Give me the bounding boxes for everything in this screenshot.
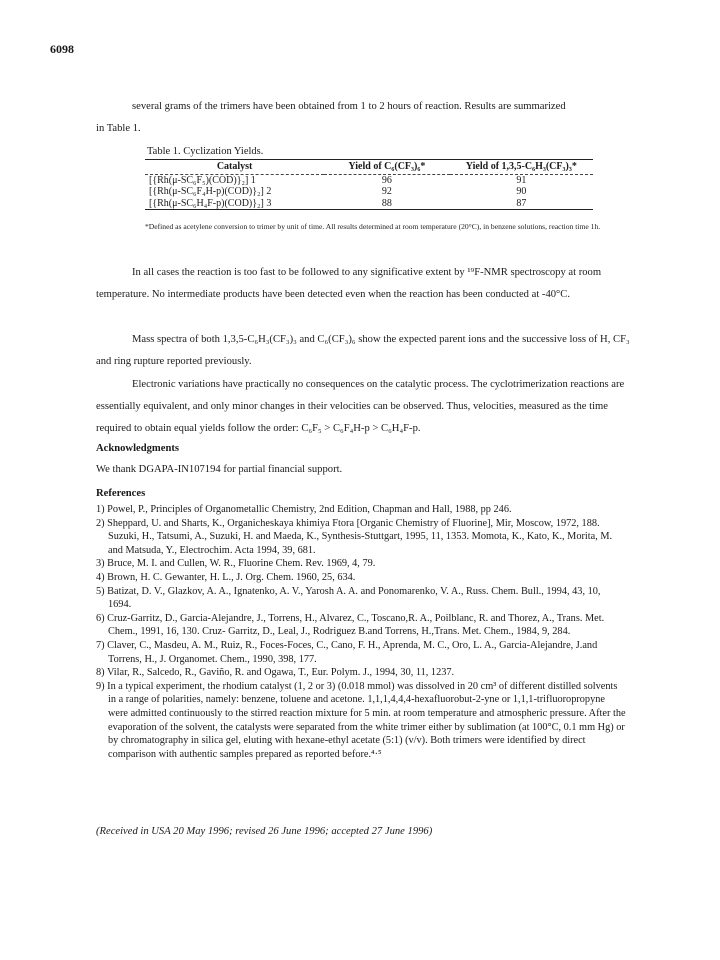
paragraph-nmr: In all cases the reaction is too fast to be followed to any significative extent by ¹⁹F-NMR spectroscopy at room temperature. No intermediate products have been detected even when the reaction has been conducted at -40°C. (96, 267, 602, 300)
header-yield-1: Yield of C₆(CF₃)₆* (348, 161, 426, 172)
table-row (145, 174, 593, 186)
reference-item: 7) Claver, C., Masdeu, A. M., Ruiz, R., Foces-Foces, C., Cano, F. H., Aprenda, M. C., Oro, L. A., Garcia-Alejandre, J.and Torrens, H., J. Organomet. Chem., 1990, 398, 177. (96, 639, 598, 665)
acknowledgments-text: We thank DGAPA-IN107194 for partial financial support. (96, 464, 343, 475)
paragraph-mass-spectra: Mass spectra of both 1,3,5-C₆H₃(CF₃)₃ and C₆(CF₃)₆ show the expected parent ions and the successive loss of H, CF₃ and ring rupture reported previously. (96, 334, 630, 367)
catalyst-cell: [{Rh(μ-SC₆F₅)(COD)}₂] 1 (149, 174, 256, 186)
references-list (96, 503, 626, 761)
reference-item: 2) Sheppard, U. and Sharts, K., Organicheskaya khimiya Ftora [Organic Chemistry of Fluorine], Mir, Moscow, 1972, 188. Suzuki, H., Tatsumi, A., Suzuki, H. and Maeda, K., Synthesis-Stuttgart, 1995, 11, 1353. Momota, K., Kato, K., Morita, M. and Matsuda, Y., Electrochim. Acta 1994, 39, 681. (96, 517, 613, 556)
yield-1-cell: 96 (381, 174, 392, 186)
intro-line-1: several grams of the trimers have been obtained from 1 to 2 hours of reaction. Results are summarized (132, 101, 566, 112)
reference-item: 6) Cruz-Garritz, D., Garcia-Alejandre, J., Torrens, H., Alvarez, C., Toscano,R. A., Poilblanc, R. and Thorez, A., Trans. Met. Chem., 1991, 16, 130. Cruz- Garritz, D., Leal, J., Rodriguez B.and Torrens, H.,Trans. Met. Chem., 1984, 9, 284. (96, 612, 605, 638)
yield-1-cell: 92 (381, 186, 392, 197)
catalyst-cell: [{Rh(μ-SC₆H₄F-p)(COD)}₂] 3 (149, 197, 272, 209)
page-number: 6098 (50, 42, 74, 56)
reference-item: 9) In a typical experiment, the rhodium catalyst (1, 2 or 3) (0.018 mmol) was dissolved in 20 cm³ of different distilled solvents in a range of polarities, namely: benzene, toluene and acetone. 1,1,1,4,4,4-hexafluorobut-2-yne or 1,1,1-trifluoropropyne were admitted continuously to the stirred reaction mixture for 5 min. at room temperature and atmospheric pressure. After the evaporation of the solvent, the catalysts were separated from the white trimer either by sublimation (at 100°C, 0.1 mm Hg) or by chromatography in silica gel, eluting with hexane-ethyl acetate (5:1) (v/v). Both trimers were identified by direct comparison with authentic samples prepared as reported before.⁴·⁵ (96, 680, 626, 760)
table-header-row (145, 160, 593, 175)
yield-1-cell: 88 (381, 197, 392, 209)
reference-item: 8) Vilar, R., Salcedo, R., Gaviño, R. and Ogawa, T., Eur. Polym. J., 1994, 30, 11, 1237. (96, 667, 455, 679)
acknowledgments-heading: Acknowledgments (96, 443, 179, 454)
references-heading: References (96, 488, 146, 499)
reference-item: 1) Powel, P., Principles of Organometallic Chemistry, 2nd Edition, Chapman and Hall, 1988, pp 246. (96, 504, 512, 515)
reference-item: 4) Brown, H. C. Gewanter, H. L., J. Org. Chem. 1960, 25, 634. (96, 571, 356, 583)
header-yield-2: Yield of 1,3,5-C₆H₃(CF₃)₃* (465, 161, 577, 172)
received-dates: (Received in USA 20 May 1996; revised 26 June 1996; accepted 27 June 1996) (96, 826, 433, 837)
intro-line-2: in Table 1. (96, 123, 141, 134)
yield-2-cell: 91 (516, 174, 527, 186)
table-footnote: *Defined as acetylene conversion to trimer by unit of time. All results determined at room temperature (20°C), in benzene solutions, reaction time 1h. (145, 222, 601, 231)
table-caption: Table 1. Cyclization Yields. (147, 146, 264, 157)
cyclization-yields-table (145, 159, 593, 210)
yield-2-cell: 87 (516, 197, 527, 209)
catalyst-cell: [{Rh(μ-SC₆F₄H-p)(COD)}₂] 2 (149, 186, 272, 197)
header-catalyst: Catalyst (216, 161, 253, 172)
table-row (145, 186, 593, 198)
reference-item: 5) Batizat, D. V., Glazkov, A. A., Ignatenko, A. V., Yarosh A. A. and Ponomarenko, V. A., Russ. Chem. Bull., 1994, 43, 10, 1694. (96, 585, 601, 611)
paragraph-electronic: Electronic variations have practically no consequences on the catalytic process. The cyclotrimerization reactions are essentially equivalent, and only minor changes in their velocities can be observed. Thus, velocities, measured as the time required to obtain equal yields follow the order: C₆F₅ > C₆F₄H-p > C₆H₄F-p. (96, 379, 625, 434)
yield-2-cell: 90 (516, 186, 527, 197)
table-row (145, 198, 593, 210)
reference-item: 3) Bruce, M. I. and Cullen, W. R., Fluorine Chem. Rev. 1969, 4, 79. (96, 558, 376, 570)
